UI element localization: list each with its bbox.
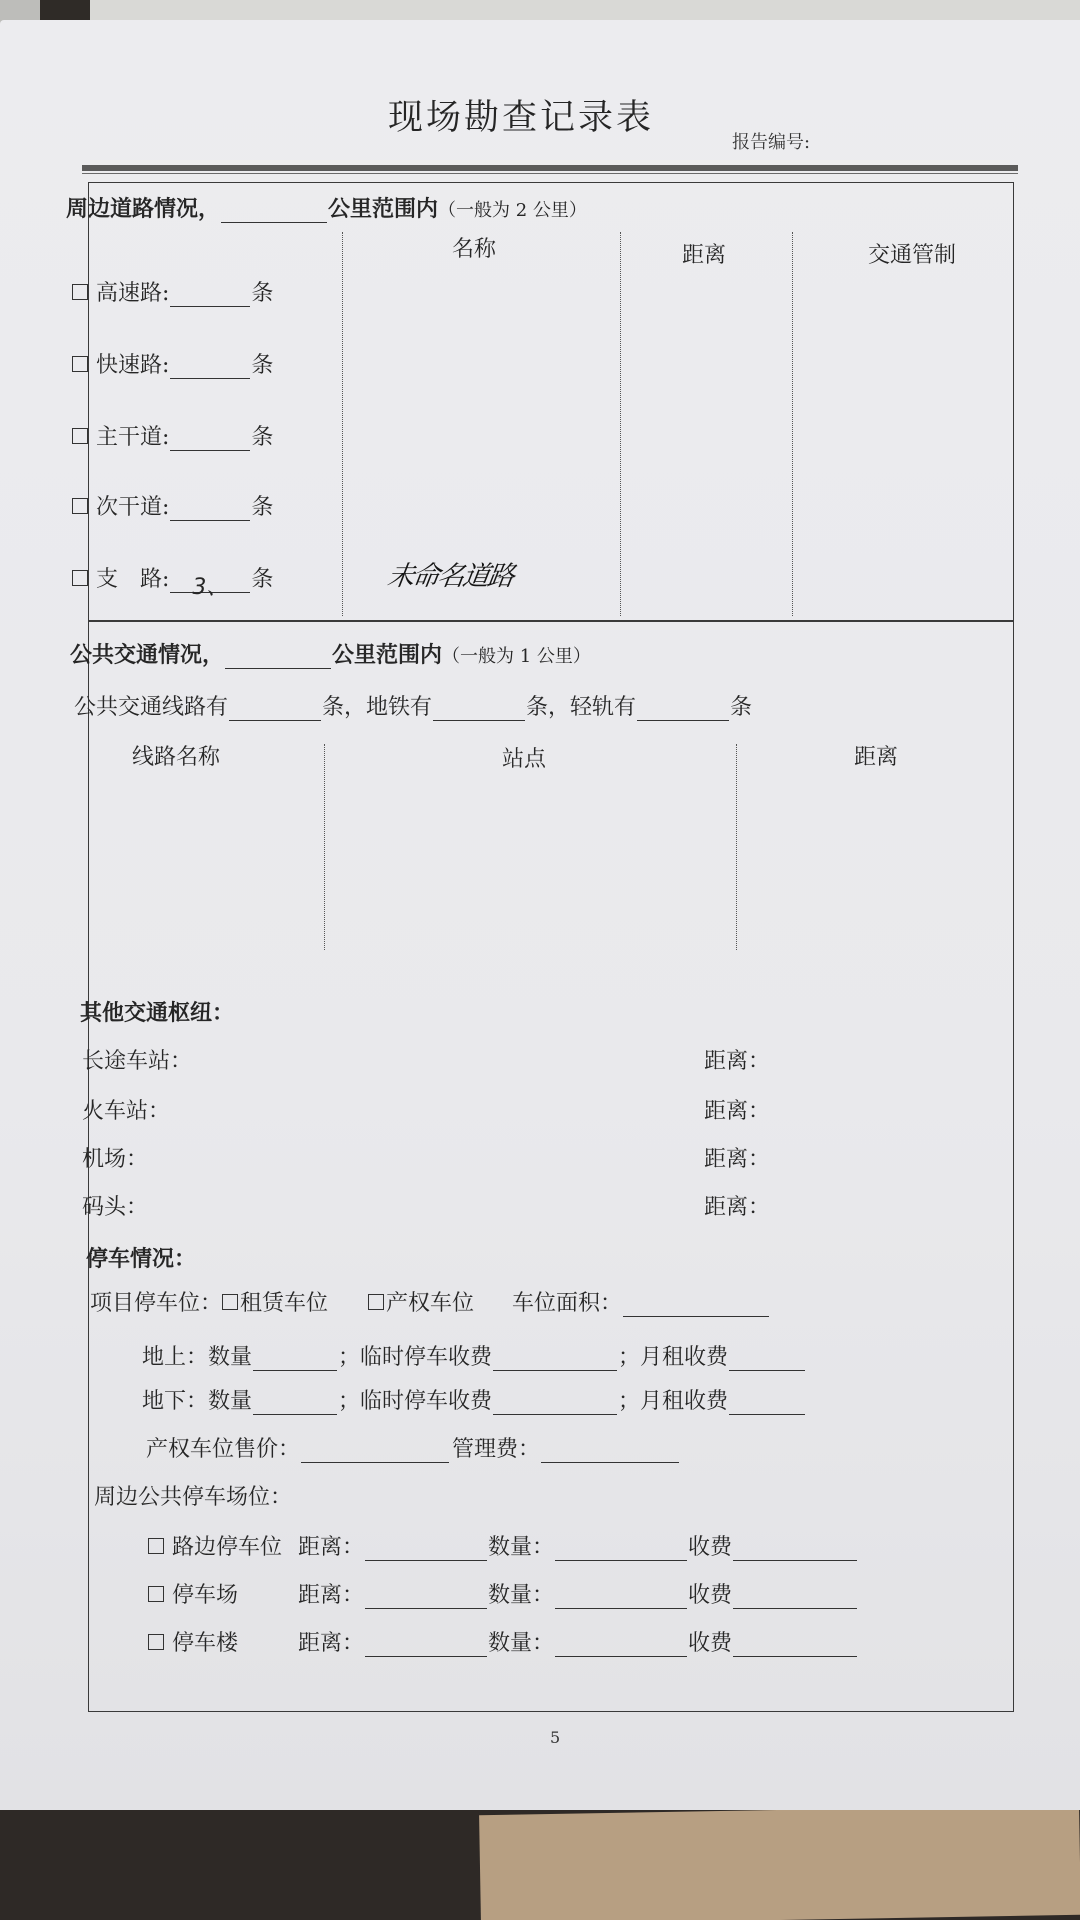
quantity-blank[interactable] [555, 1634, 687, 1657]
monthly-fee-blank[interactable] [729, 1348, 805, 1371]
checkbox[interactable] [72, 498, 88, 514]
road-unit: 条 [251, 353, 274, 378]
transit-subway-label: 条，地铁有 [322, 695, 433, 720]
mgmt-fee-blank[interactable] [541, 1440, 679, 1463]
distance-blank[interactable] [365, 1634, 487, 1657]
road-count-blank[interactable] [170, 498, 250, 521]
hub-long-distance-bus: 长途车站： [82, 1049, 193, 1074]
roads-range-blank[interactable] [221, 200, 327, 223]
temp-fee-blank[interactable] [493, 1348, 617, 1371]
monthly-fee-label: ；月租收费 [618, 1389, 729, 1414]
road-label: 快速路: [96, 353, 170, 378]
quantity-blank[interactable] [555, 1586, 687, 1609]
above-label: 地上：数量 [142, 1345, 253, 1370]
hub-distance-label: 距离： [704, 1147, 771, 1172]
quantity-label: 数量： [488, 1631, 555, 1656]
checkbox[interactable] [72, 570, 88, 586]
sale-price-label: 产权车位售价： [146, 1437, 301, 1462]
public-parking-type: 路边停车位 [172, 1535, 283, 1560]
public-parking-heading: 周边公共停车场位： [94, 1485, 293, 1510]
background-envelope [479, 1805, 1080, 1920]
distance-label: 距离： [298, 1583, 365, 1608]
road-label: 次干道: [96, 495, 170, 520]
area-blank[interactable] [623, 1294, 769, 1317]
distance-label: 距离： [298, 1535, 365, 1560]
public-parking-row [148, 1530, 858, 1561]
road-count-blank[interactable] [170, 284, 250, 307]
road-row-branch [72, 562, 274, 600]
mgmt-fee-label: 管理费： [452, 1437, 541, 1462]
road-label: 支 路: [96, 567, 170, 592]
transit-range-suffix: 公里范围内 [332, 642, 443, 668]
header-rule-thin [82, 173, 1018, 174]
fee-blank[interactable] [733, 1634, 857, 1657]
hub-distance-label: 距离： [704, 1195, 771, 1220]
sale-price-blank[interactable] [301, 1440, 449, 1463]
road-label: 高速路: [96, 281, 170, 306]
road-unit: 条 [251, 425, 274, 450]
transit-light-rail-label: 条，轻轨有 [526, 695, 637, 720]
below-qty-blank[interactable] [253, 1392, 337, 1415]
checkbox[interactable] [72, 356, 88, 372]
section-divider [88, 620, 1014, 622]
roads-col-separator [792, 232, 793, 616]
rental-checkbox[interactable] [222, 1294, 238, 1310]
checkbox[interactable] [72, 428, 88, 444]
road-label: 主干道: [96, 425, 170, 450]
hub-distance-label: 距离： [704, 1099, 771, 1124]
public-parking-row [148, 1626, 858, 1657]
above-qty-blank[interactable] [253, 1348, 337, 1371]
checkbox[interactable] [148, 1634, 164, 1650]
road-unit: 条 [251, 281, 274, 306]
transit-light-rail-blank[interactable] [637, 698, 729, 721]
roads-heading-text: 周边道路情况， [66, 196, 221, 222]
roads-col-separator [620, 232, 621, 616]
below-label: 地下：数量 [142, 1389, 253, 1414]
transit-lines-blank[interactable] [229, 698, 321, 721]
temp-fee-label: ；临时停车收费 [338, 1389, 493, 1414]
rental-label: 租赁车位 [240, 1291, 329, 1316]
monthly-fee-blank[interactable] [729, 1392, 805, 1415]
road-count-blank[interactable] [170, 428, 250, 451]
parking-heading: 停车情况： [86, 1246, 197, 1272]
project-parking-label: 项目停车位： [90, 1291, 223, 1316]
page-number: 5 [550, 1728, 561, 1747]
monthly-fee-label: ；月租收费 [618, 1345, 729, 1370]
owned-label: 产权车位 [386, 1291, 475, 1316]
transit-col-distance: 距离 [854, 745, 899, 770]
transit-range-blank[interactable] [225, 646, 331, 669]
distance-label: 距离： [298, 1631, 365, 1656]
fee-label: 收费 [688, 1535, 733, 1560]
form-title: 现场勘查记录表 [388, 98, 655, 138]
quantity-label: 数量： [488, 1583, 555, 1608]
project-parking-row [90, 1286, 770, 1317]
road-count-handwritten[interactable]: 3、 [170, 570, 250, 593]
fee-blank[interactable] [733, 1586, 857, 1609]
transit-lines-label: 公共交通线路有 [74, 695, 229, 720]
hubs-heading: 其他交通枢纽： [80, 1000, 235, 1026]
quantity-label: 数量： [488, 1535, 555, 1560]
quantity-blank[interactable] [555, 1538, 687, 1561]
roads-range-note: （一般为 2 公里） [438, 200, 587, 221]
road-row-expressway [72, 276, 273, 307]
hub-train-station: 火车站： [82, 1099, 171, 1124]
road-row-express [72, 348, 273, 379]
roads-col-traffic: 交通管制 [868, 243, 957, 268]
public-parking-type: 停车楼 [172, 1631, 239, 1656]
checkbox[interactable] [148, 1538, 164, 1554]
hub-airport: 机场： [82, 1147, 149, 1172]
owned-checkbox[interactable] [368, 1294, 384, 1310]
area-label: 车位面积： [512, 1291, 623, 1316]
road-row-arterial [72, 420, 273, 451]
checkbox[interactable] [148, 1586, 164, 1602]
roads-heading [66, 192, 587, 223]
transit-col-separator [736, 744, 737, 950]
roads-col-name: 名称 [452, 237, 497, 262]
public-parking-row [148, 1578, 858, 1609]
transit-lines-row [74, 690, 752, 721]
fee-label: 收费 [688, 1631, 733, 1656]
checkbox[interactable] [72, 284, 88, 300]
distance-blank[interactable] [365, 1586, 487, 1609]
transit-heading-text: 公共交通情况， [70, 642, 225, 668]
fee-label: 收费 [688, 1583, 733, 1608]
below-ground-row [142, 1384, 806, 1415]
above-ground-row [142, 1340, 806, 1371]
transit-col-separator [324, 744, 325, 950]
hub-port: 码头： [82, 1195, 149, 1220]
temp-fee-blank[interactable] [493, 1392, 617, 1415]
sale-price-row [146, 1432, 680, 1463]
transit-subway-blank[interactable] [433, 698, 525, 721]
roads-col-distance: 距离 [682, 243, 727, 268]
transit-col-station: 站点 [502, 747, 547, 772]
transit-range-note: （一般为 1 公里） [442, 646, 591, 667]
public-parking-type: 停车场 [172, 1583, 239, 1608]
road-unit: 条 [251, 495, 274, 520]
transit-unit: 条 [730, 695, 753, 720]
road-unit: 条 [251, 567, 274, 592]
temp-fee-label: ；临时停车收费 [338, 1345, 493, 1370]
report-number-label: 报告编号: [732, 132, 811, 153]
roads-col-separator [342, 232, 343, 616]
road-count-blank[interactable] [170, 356, 250, 379]
handwritten-road-name: 未命名道路 [385, 561, 515, 592]
fee-blank[interactable] [733, 1538, 857, 1561]
roads-range-suffix: 公里范围内 [328, 196, 439, 222]
road-row-secondary [72, 490, 273, 521]
hub-distance-label: 距离： [704, 1049, 771, 1074]
header-rule [82, 165, 1018, 171]
transit-col-line: 线路名称 [132, 745, 221, 770]
transit-heading [70, 638, 591, 669]
distance-blank[interactable] [365, 1538, 487, 1561]
